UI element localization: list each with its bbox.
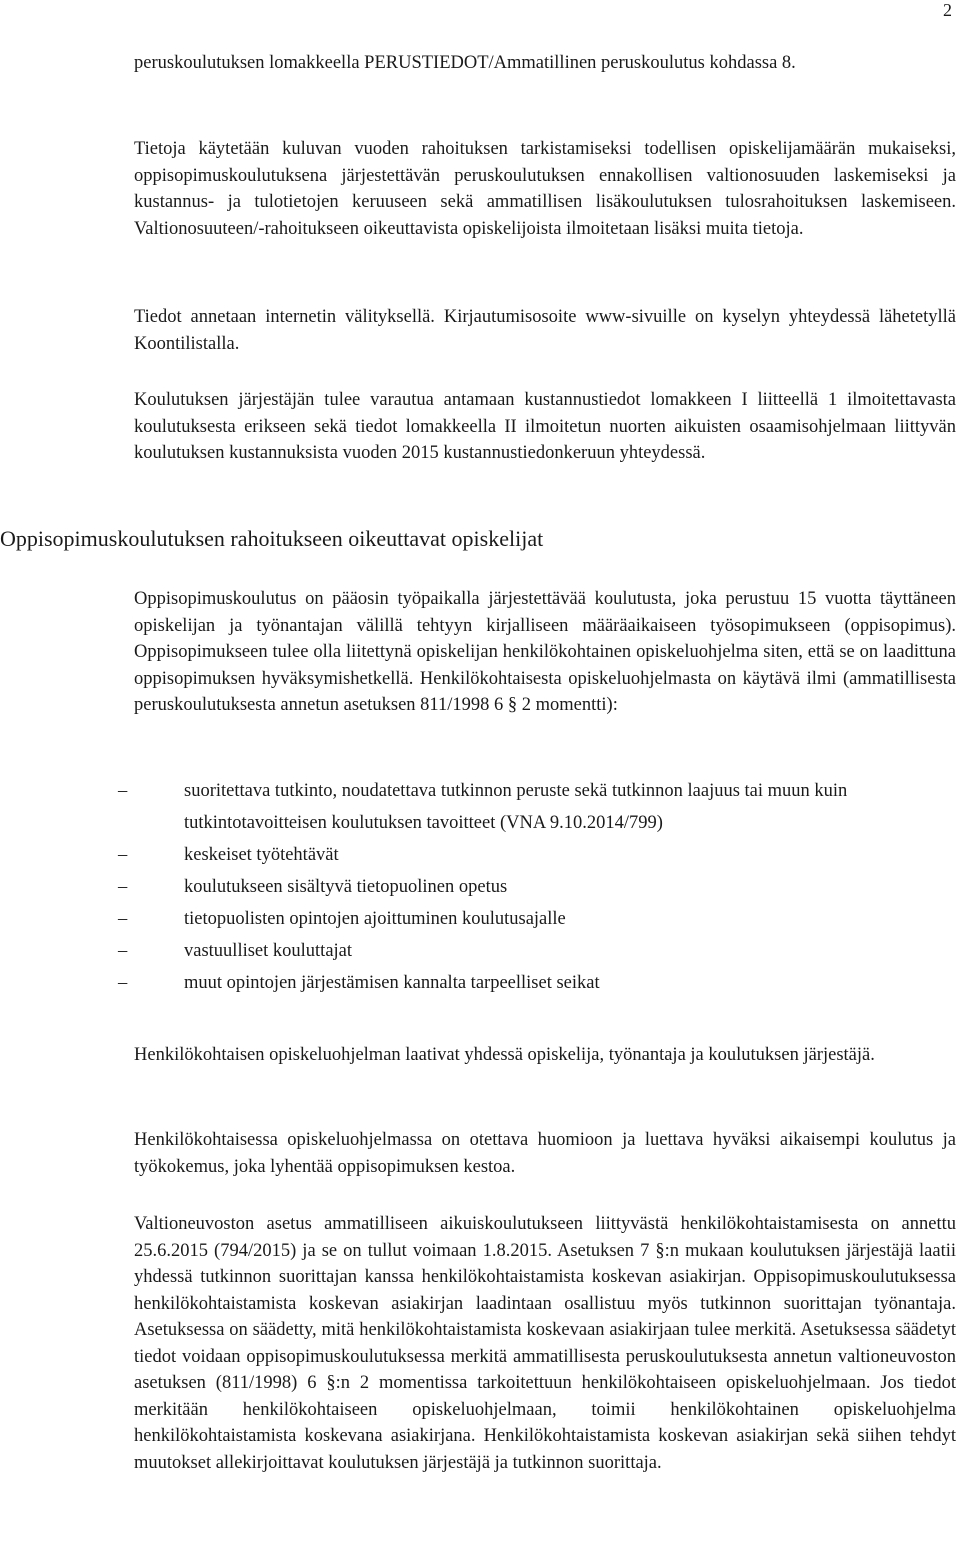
closing-paragraph-2: Henkilökohtaisessa opiskeluohjelmassa on otettava huomioon ja luettava hyväksi aikaisempi koulutus ja työkokemus, joka lyhentää oppisopimuksen kestoa. xyxy=(134,1130,956,1177)
dash-bullet-icon: – xyxy=(118,877,128,897)
list-item-text: koulutukseen sisältyvä tietopuolinen opetus xyxy=(184,877,508,897)
dash-bullet-icon: – xyxy=(118,781,128,801)
intro-paragraph-3: Tiedot annetaan internetin välityksellä. Kirjautumisosoite www-sivuille on kyselyn yhteydessä lähetetyllä Koontilistalla. xyxy=(134,307,956,354)
dash-bullet-icon: – xyxy=(118,941,128,961)
closing-paragraph-1: Henkilökohtaisen opiskeluohjelman laativat yhdessä opiskelija, työnantaja ja koulutuksen järjestäjä. xyxy=(134,1045,875,1065)
list-item-text: vastuulliset kouluttajat xyxy=(184,941,353,961)
list-item xyxy=(118,775,958,839)
section-intro-paragraph: Oppisopimuskoulutus on pääosin työpaikalla järjestettävää koulutusta, joka perustuu 15 vuotta täyttäneen opiskelijan ja työnantajan välillä tehtyyn kirjalliseen määräaikaiseen työsopimukseen (oppisopimus). Oppisopimukseen tulee olla liitettynä opiskelijan henkilökohtainen opiskeluohjelma siten, että se on laadittuna oppisopimuksen hyväksymishetkellä. Henkilökohtaisesta opiskeluohjelmasta on käytävä ilmi (ammatillisesta peruskoulutuksesta annetun asetuksen 811/1998 6 § 2 momentti): xyxy=(134,589,956,715)
dash-bullet-icon: – xyxy=(118,909,128,929)
list-item xyxy=(118,839,958,871)
intro-paragraph-1: peruskoulutuksen lomakkeella PERUSTIEDOT/Ammatillinen peruskoulutus kohdassa 8. xyxy=(134,53,796,73)
list-item-text: suoritettava tutkinto, noudatettava tutkinnon peruste sekä tutkinnon laajuus tai muun kuin tutkintotavoitteisen koulutuksen tavoitteet (VNA 9.10.2014/799) xyxy=(184,781,848,833)
list-item xyxy=(118,871,958,903)
dash-bullet-icon: – xyxy=(118,973,128,993)
dash-bullet-icon: – xyxy=(118,845,128,865)
intro-paragraph-2: Tietoja käytetään kuluvan vuoden rahoituksen tarkistamiseksi todellisen opiskelijamäärän mukaiseksi, oppisopimuskoulutuksena järjestettävän peruskoulutuksen ennakollisen valtionosuuden laskemiseksi ja kustannus- ja tulotietojen keruuseen sekä ammatillisen lisäkoulutuksen tulosrahoituksen laskemiseen. Valtionosuuteen/-rahoitukseen oikeuttavista opiskelijoista ilmoitetaan lisäksi muita tietoja. xyxy=(134,139,956,239)
intro-paragraph-4: Koulutuksen järjestäjän tulee varautua antamaan kustannustiedot lomakkeen I liitteellä 1 ilmoitettavasta koulutuksesta erikseen sekä tiedot lomakkeella II ilmoitetun nuorten aikuisten osaamisohjelmaan liittyvän koulutuksen kustannuksista vuoden 2015 kustannustiedonkeruun yhteydessä. xyxy=(134,390,956,463)
list-item xyxy=(118,967,958,999)
list-item xyxy=(118,903,958,935)
page-number: 2 xyxy=(943,0,952,20)
list-item-text: tietopuolisten opintojen ajoittuminen koulutusajalle xyxy=(184,909,566,929)
requirements-list xyxy=(118,775,958,999)
list-item-text: keskeiset työtehtävät xyxy=(184,845,339,865)
list-item-text: muut opintojen järjestämisen kannalta tarpeelliset seikat xyxy=(184,973,600,993)
closing-paragraph-3: Valtioneuvoston asetus ammatilliseen aikuiskoulutukseen liittyvästä henkilökohtaistamisesta on annettu 25.6.2015 (794/2015) ja se on tullut voimaan 1.8.2015. Asetuksen 7 §:n mukaan koulutuksen järjestäjä laatii yhdessä tutkinnon suorittajan kanssa henkilökohtaistamista koskevan asiakirjan. Oppisopimuskoulutuksessa henkilökohtaistamista koskevan asiakirjan laadintaan osallistuu myös tutkinnon suorittajan työnantaja. Asetuksessa on säädetty, mitä henkilökohtaistamista koskevaan asiakirjaan tulee merkitä. Asetuksessa säädetyt tiedot voidaan oppisopimuskoulutuksessa merkitä ammatillisesta peruskoulutuksesta annetun valtioneuvoston asetuksen (811/1998) 6 §:n 2 momentissa tarkoitettuun henkilökohtaiseen opiskeluohjelmaan. Jos tiedot merkitään henkilökohtaiseen opiskeluohjelmaan, toimii henkilökohtainen opiskeluohjelma henkilökohtaistamista koskevana asiakirjana. Henkilökohtaistamista koskevan asiakirjan sekä siihen tehdyt muutokset allekirjoittavat koulutuksen järjestäjä ja tutkinnon suorittaja. xyxy=(134,1214,956,1473)
section-heading: Oppisopimuskoulutuksen rahoitukseen oikeuttavat opiskelijat xyxy=(0,526,544,551)
list-item xyxy=(118,935,958,967)
